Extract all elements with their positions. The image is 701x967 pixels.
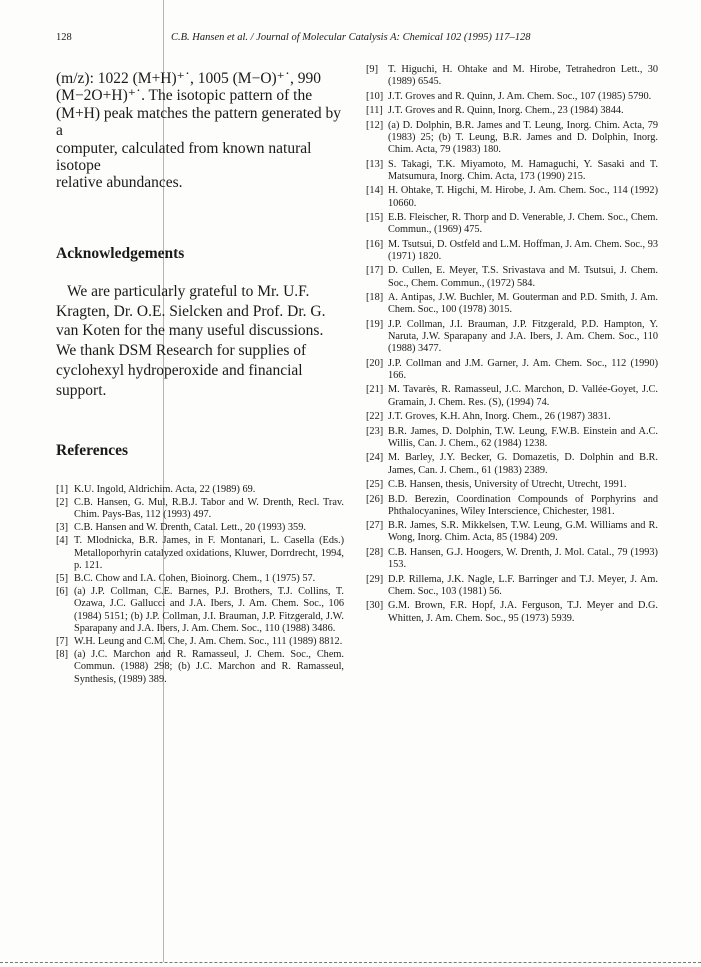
reference-text: G.M. Brown, F.R. Hopf, J.A. Ferguson, T.J. Meyer and D.G. Whitten, J. Am. Chem. Soc., 95 (1973) 5939. xyxy=(388,600,658,624)
reference-text: (a) J.C. Marchon and R. Ramasseul, J. Chem. Soc., Chem. Commun. (1988) 298; (b) J.C. Marchon and R. Ramasseul, Synthesis, (1989) 389. xyxy=(74,649,344,685)
reference-text: M. Tavarès, R. Ramasseul, J.C. Marchon, D. Vallée-Goyet, J.C. Gramain, J. Chem. Res. (S), (1994) 74. xyxy=(388,384,658,408)
reference-number: [25] xyxy=(366,479,384,491)
reference-item xyxy=(56,497,344,521)
reference-number: [24] xyxy=(366,452,384,464)
page-number: 128 xyxy=(56,32,72,43)
reference-item xyxy=(56,522,344,534)
intro-line: (M+H) peak matches the pattern generated by a xyxy=(56,104,342,140)
reference-number: [7] xyxy=(56,636,69,648)
reference-text: D.P. Rillema, J.K. Nagle, L.F. Barringer and T.J. Meyer, J. Am. Chem. Soc., 103 (1981) 56. xyxy=(388,573,658,597)
reference-text: E.B. Fleischer, R. Thorp and D. Venerable, J. Chem. Soc., Chem. Commun., (1969) 475. xyxy=(388,212,658,236)
reference-item xyxy=(366,452,658,476)
reference-text: H. Ohtake, T. Higchi, M. Hirobe, J. Am. Chem. Soc., 114 (1992) 10660. xyxy=(388,185,658,209)
reference-item xyxy=(366,479,658,491)
reference-text: K.U. Ingold, Aldrichim. Acta, 22 (1989) 69. xyxy=(74,483,256,495)
reference-text: B.R. James, S.R. Mikkelsen, T.W. Leung, G.M. Williams and R. Wong, Inorg. Chim. Acta, 85 (1984) 209. xyxy=(388,520,658,544)
references-heading: References xyxy=(56,441,129,459)
reference-item xyxy=(366,212,658,236)
intro-line: (m/z): 1022 (M+H)⁺˙, 1005 (M−O)⁺˙, 990 xyxy=(56,70,322,87)
reference-number: [6] xyxy=(56,586,69,598)
reference-text: (a) J.P. Collman, C.E. Barnes, P.J. Brothers, T.J. Collins, T. Ozawa, J.C. Gallucci and J.A. Ibers, J. Am. Chem. Soc., 106 (1984) 5151; (b) J.P. Collman, J.I. Brauman, J.P. Fitzgerald, J.W. Sparapany and J.A. Ibers, J. Am. Chem. Soc., 110 (1988) 3486. xyxy=(74,586,344,634)
reference-item xyxy=(366,494,658,518)
reference-number: [28] xyxy=(366,546,384,558)
reference-text: T. Higuchi, H. Ohtake and M. Hirobe, Tetrahedron Lett., 30 (1989) 6545. xyxy=(388,64,658,88)
reference-text: B.D. Berezin, Coordination Compounds of Porphyrins and Phthalocyanines, Wiley Interscience, Chichester, 1981. xyxy=(388,493,658,517)
reference-item xyxy=(366,426,658,450)
right-column xyxy=(366,64,658,627)
reference-item xyxy=(366,600,658,624)
reference-number: [13] xyxy=(366,158,384,170)
reference-item xyxy=(366,105,658,117)
reference-item xyxy=(56,649,344,686)
left-column xyxy=(56,70,344,687)
reference-number: [8] xyxy=(56,649,69,661)
reference-item xyxy=(366,547,658,571)
intro-paragraph xyxy=(56,70,344,192)
reference-number: [23] xyxy=(366,425,384,437)
reference-item xyxy=(366,319,658,356)
reference-text: M. Barley, J.Y. Becker, G. Domazetis, D. Dolphin and B.R. James, Can. J. Chem., 61 (1983) 2389. xyxy=(388,452,658,476)
reference-item xyxy=(366,265,658,289)
reference-text: C.B. Hansen, thesis, University of Utrecht, Utrecht, 1991. xyxy=(388,479,627,491)
reference-list-left xyxy=(56,484,344,686)
reference-item xyxy=(366,159,658,183)
reference-number: [9] xyxy=(366,64,379,75)
reference-list-right xyxy=(366,64,658,625)
reference-item xyxy=(366,411,658,423)
reference-number: [26] xyxy=(366,493,384,505)
reference-item xyxy=(56,535,344,572)
reference-number: [17] xyxy=(366,265,384,277)
reference-number: [11] xyxy=(366,105,383,117)
reference-number: [27] xyxy=(366,520,384,532)
reference-item xyxy=(56,586,344,635)
bottom-dashed-rule xyxy=(0,962,701,963)
reference-number: [1] xyxy=(56,483,69,495)
reference-item xyxy=(366,292,658,316)
reference-number: [4] xyxy=(56,535,69,547)
intro-line: relative abundances. xyxy=(56,174,183,192)
reference-number: [29] xyxy=(366,573,384,585)
reference-text: J.P. Collman and J.M. Garner, J. Am. Chem. Soc., 112 (1990) 166. xyxy=(388,357,658,381)
reference-text: J.T. Groves, K.H. Ahn, Inorg. Chem., 26 (1987) 3831. xyxy=(388,411,611,423)
reference-text: J.T. Groves and R. Quinn, J. Am. Chem. Soc., 107 (1985) 5790. xyxy=(388,90,652,102)
reference-number: [18] xyxy=(366,292,384,304)
reference-text: J.P. Collman, J.I. Brauman, J.P. Fitzgerald, P.D. Hampton, Y. Naruta, J.W. Sparapany and J.A. Ibers, J. Am. Chem. Soc., 110 (1988) 3477. xyxy=(388,318,658,355)
reference-number: [30] xyxy=(366,600,384,612)
reference-number: [2] xyxy=(56,496,69,508)
reference-item xyxy=(366,239,658,263)
reference-item xyxy=(366,384,658,408)
reference-item xyxy=(366,358,658,382)
reference-text: S. Takagi, T.K. Miyamoto, M. Hamaguchi, Y. Sasaki and T. Matsumura, Inorg. Chim. Acta, 173 (1990) 215. xyxy=(388,158,658,182)
reference-item xyxy=(366,91,658,103)
intro-line: (M−2O+H)⁺˙. The isotopic pattern of the xyxy=(56,87,313,105)
reference-number: [5] xyxy=(56,573,69,585)
reference-item xyxy=(56,484,344,496)
reference-number: [19] xyxy=(366,318,384,330)
reference-item xyxy=(366,574,658,598)
reference-text: A. Antipas, J.W. Buchler, M. Gouterman and P.D. Smith, J. Am. Chem. Soc., 100 (1978) 3015. xyxy=(388,292,658,316)
reference-text: W.H. Leung and C.M. Che, J. Am. Chem. Soc., 111 (1989) 8812. xyxy=(74,636,343,648)
reference-number: [20] xyxy=(366,357,384,369)
reference-text: C.B. Hansen, G. Mul, R.B.J. Tabor and W. Drenth, Recl. Trav. Chim. Pays-Bas, 112 (1993) 497. xyxy=(74,496,344,521)
reference-text: M. Tsutsui, D. Ostfeld and L.M. Hoffman, J. Am. Chem. Soc., 93 (1971) 1820. xyxy=(388,238,658,262)
reference-number: [21] xyxy=(366,384,384,396)
reference-number: [12] xyxy=(366,119,384,131)
running-head: C.B. Hansen et al. / Journal of Molecular Catalysis A: Chemical 102 (1995) 117–128 xyxy=(171,32,531,43)
reference-number: [3] xyxy=(56,522,69,534)
reference-item xyxy=(56,636,344,648)
reference-number: [14] xyxy=(366,185,384,197)
reference-text: (a) D. Dolphin, B.R. James and T. Leung, Inorg. Chim. Acta, 79 (1983) 25; (b) T. Leung, B.R. James and D. Dolphin, Inorg. Chim. Acta, 79 (1983) 180. xyxy=(388,119,658,156)
acknowledgements-text: We are particularly grateful to Mr. U.F. Kragten, Dr. O.E. Sielcken and Prof. Dr. G. van Koten for the many useful discussions. We thank DSM Research for supplies of cyclohexyl hydroperoxide and financial support. xyxy=(56,282,326,399)
reference-number: [22] xyxy=(366,411,384,423)
reference-item xyxy=(56,573,344,585)
reference-number: [15] xyxy=(366,212,384,224)
intro-line: computer, calculated from known natural isotope xyxy=(56,139,312,175)
reference-text: D. Cullen, E. Meyer, T.S. Srivastava and M. Tsutsui, J. Chem. Soc., Chem. Commun., (1972) 584. xyxy=(388,265,658,289)
reference-text: B.R. James, D. Dolphin, T.W. Leung, F.W.B. Einstein and A.C. Willis, Can. J. Chem., 62 (1984) 1238. xyxy=(388,425,658,449)
reference-text: C.B. Hansen and W. Drenth, Catal. Lett., 20 (1993) 359. xyxy=(74,522,306,534)
reference-number: [16] xyxy=(366,238,384,250)
reference-item xyxy=(366,64,658,88)
reference-text: J.T. Groves and R. Quinn, Inorg. Chem., 23 (1984) 3844. xyxy=(388,105,624,117)
reference-item xyxy=(366,120,658,157)
acknowledgements-heading: Acknowledgements xyxy=(56,244,185,262)
reference-number: [10] xyxy=(366,90,384,102)
reference-text: B.C. Chow and I.A. Cohen, Bioinorg. Chem., 1 (1975) 57. xyxy=(74,573,316,585)
reference-text: C.B. Hansen, G.J. Hoogers, W. Drenth, J. Mol. Catal., 79 (1993) 153. xyxy=(388,546,658,571)
reference-item xyxy=(366,520,658,544)
reference-item xyxy=(366,185,658,209)
reference-text: T. Mlodnicka, B.R. James, in F. Montanari, L. Casella (Eds.) Metalloporhyrin catalyzed oxidations, Kluwer, Dorrdrecht, 1994, p. 121. xyxy=(74,535,344,571)
